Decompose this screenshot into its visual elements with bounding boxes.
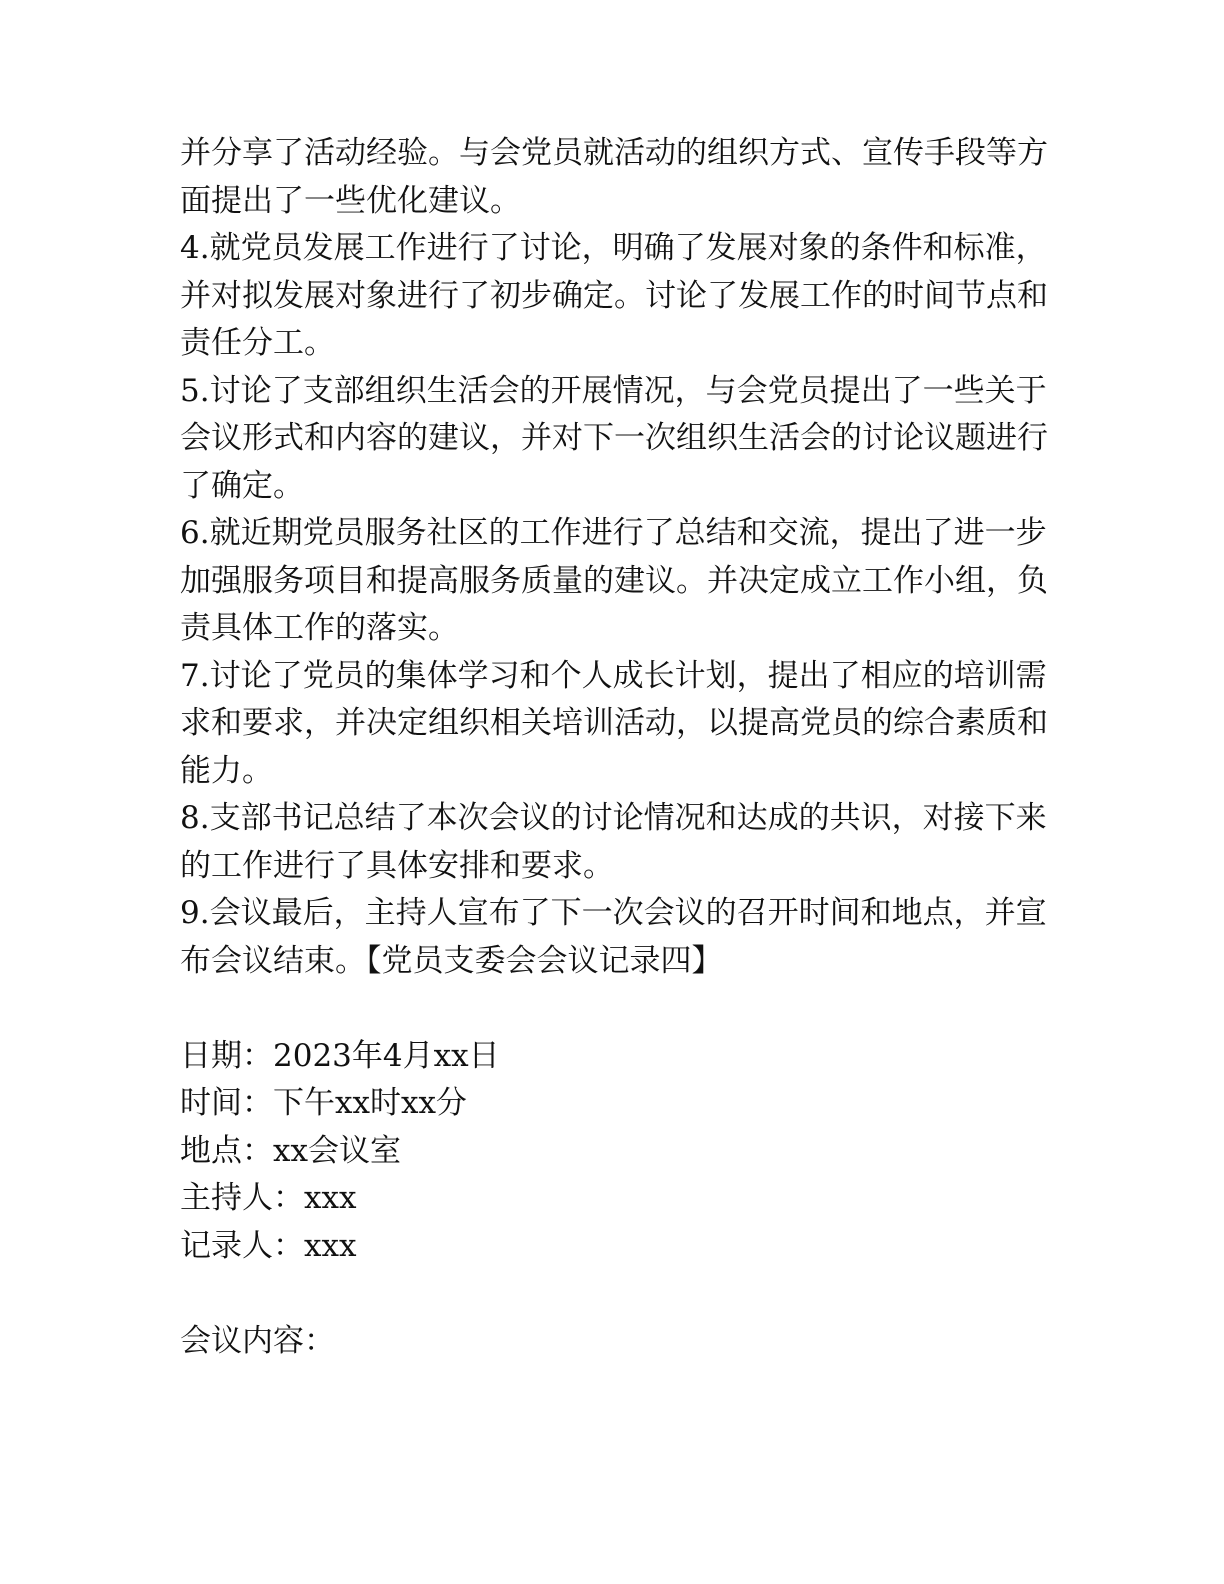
paragraph-item-7: 7.讨论了党员的集体学习和个人成长计划，提出了相应的培训需求和要求，并决定组织相关培训活动，以提高党员的综合素质和能力。 xyxy=(180,657,1048,789)
paragraph-item-9: 9.会议最后，主持人宣布了下一次会议的召开时间和地点，并宣布会议结束。【党员支委会会议记录四】 xyxy=(180,895,1047,979)
paragraph-item-5: 5.讨论了支部组织生活会的开展情况，与会党员提出了一些关于会议形式和内容的建议，并对下一次组织生活会的讨论议题进行了确定。 xyxy=(180,372,1048,504)
meeting-contents-heading: 会议内容： xyxy=(180,1322,335,1359)
meeting-host: 主持人：xxx xyxy=(180,1180,357,1216)
paragraph-continuation: 并分享了活动经验。与会党员就活动的组织方式、宣传手段等方面提出了一些优化建议。 xyxy=(180,135,1048,219)
document-page xyxy=(180,130,1060,1365)
meeting-date: 日期：2023年4月xx日 xyxy=(180,1037,500,1074)
meeting-recorder: 记录人：xxx xyxy=(180,1227,357,1264)
paragraph-item-8: 8.支部书记总结了本次会议的讨论情况和达成的共识，对接下来的工作进行了具体安排和要求。 xyxy=(180,800,1047,884)
meeting-location: 地点：xx会议室 xyxy=(180,1132,401,1169)
paragraph-item-6: 6.就近期党员服务社区的工作进行了总结和交流，提出了进一步加强服务项目和提高服务质量的建议。并决定成立工作小组，负责具体工作的落实。 xyxy=(180,515,1048,646)
paragraph-item-4: 4.就党员发展工作进行了讨论，明确了发展对象的条件和标准，并对拟发展对象进行了初步确定。讨论了发展工作的时间节点和责任分工。 xyxy=(180,230,1048,361)
meeting-meta xyxy=(180,1033,1060,1271)
meeting-time: 时间：下午xx时xx分 xyxy=(180,1085,467,1121)
